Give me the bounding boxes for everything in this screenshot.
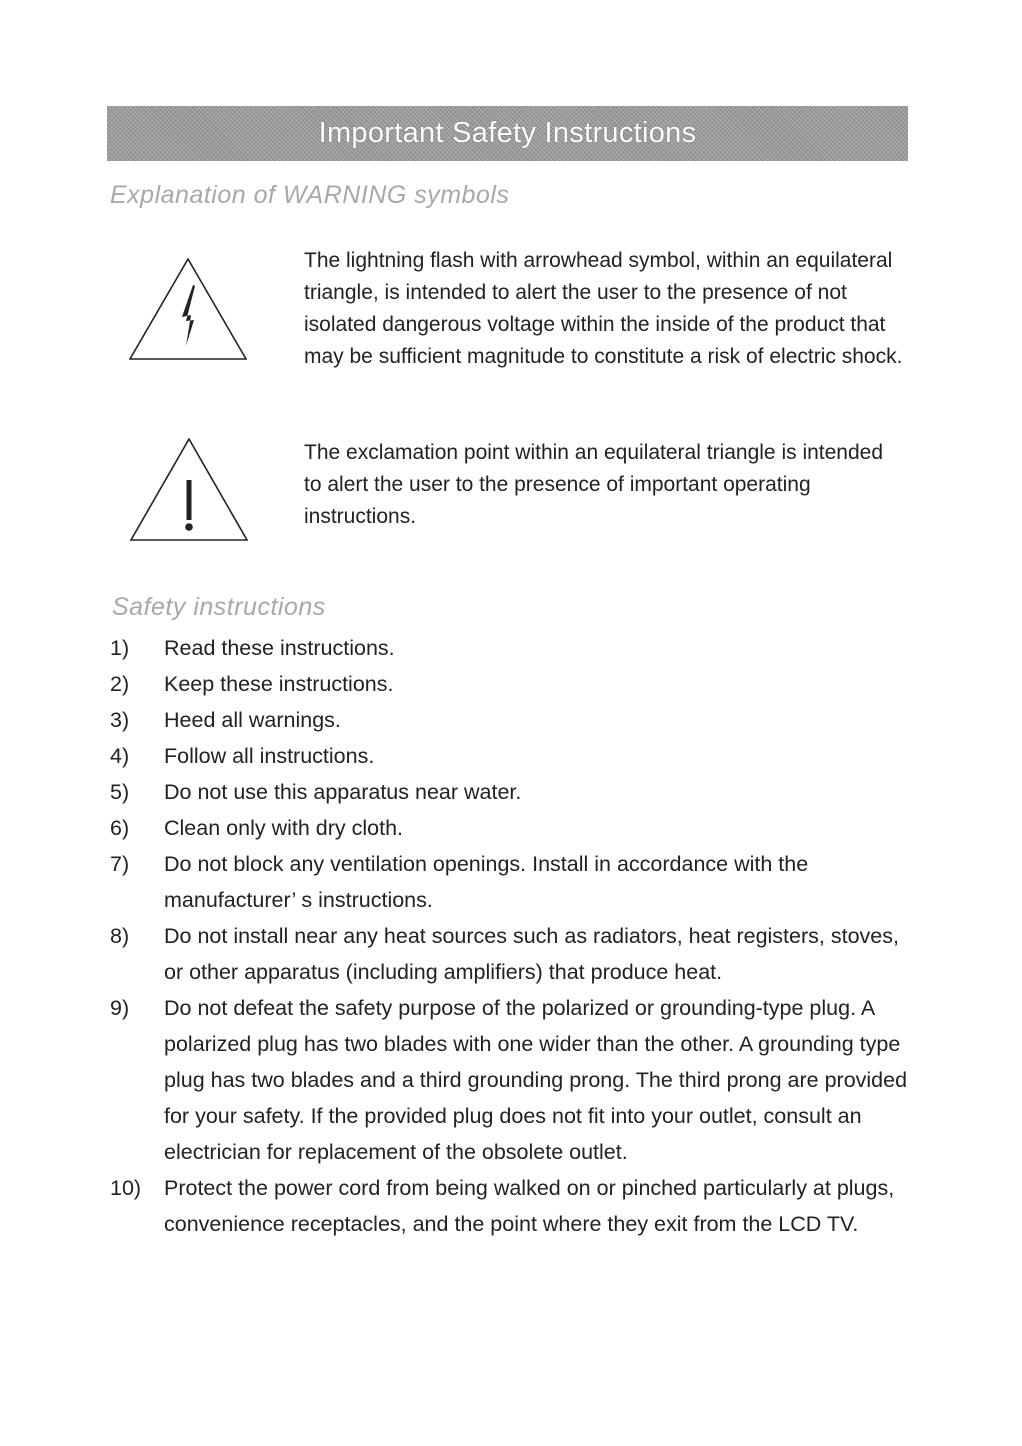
list-item-text: Do not defeat the safety purpose of the polarized or grounding-type plug. A polarized plug has two blades with one wider than the other. A grounding type plug has two blades and a third grounding prong. The third prong are provided for your safety. If the provided plug does not fit into your outlet, consult an electrician for replacement of the obsolete outlet. — [164, 996, 908, 1164]
safety-instructions-list — [110, 630, 920, 1242]
list-item-number: 10) — [110, 1176, 142, 1200]
title-banner — [107, 106, 908, 161]
list-item-text: Do not block any ventilation openings. Install in accordance with the manufacturer’ s instructions. — [164, 852, 809, 912]
warning-symbols-heading: Explanation of WARNING symbols — [110, 181, 510, 209]
list-item-number: 2) — [110, 672, 130, 696]
list-item-text: Follow all instructions. — [164, 744, 375, 768]
safety-instructions-heading: Safety instructions — [112, 593, 326, 621]
list-item-text: Clean only with dry cloth. — [164, 816, 403, 840]
page-title: Important Safety Instructions — [318, 117, 697, 149]
lightning-warning-icon — [129, 258, 247, 360]
list-item-number: 6) — [110, 816, 130, 840]
list-item-number: 4) — [110, 744, 130, 768]
list-item-text: Protect the power cord from being walked on or pinched particularly at plugs, convenience receptacles, and the point where they exit from the LCD TV. — [164, 1176, 895, 1236]
list-item-number: 1) — [110, 636, 130, 660]
list-item — [110, 846, 920, 918]
list-item — [110, 630, 920, 666]
list-item-number: 3) — [110, 708, 130, 732]
list-item-text: Keep these instructions. — [164, 672, 394, 696]
list-item-number: 9) — [110, 996, 130, 1020]
list-item-number: 5) — [110, 780, 130, 804]
list-item-text: Read these instructions. — [164, 636, 395, 660]
list-item-number: 7) — [110, 852, 130, 876]
list-item — [110, 666, 920, 702]
lightning-symbol-description: The lightning flash with arrowhead symbol, within an equilateral triangle, is intended to alert the user to the presence of not isolated dangerous voltage within the inside of the product that may be sufficient magnitude to constitute a risk of electric shock. — [304, 249, 903, 368]
exclamation-symbol-description: The exclamation point within an equilateral triangle is intended to alert the user to the presence of important operating instructions. — [304, 441, 884, 528]
list-item-text: Do not install near any heat sources such as radiators, heat registers, stoves, or other apparatus (including amplifiers) that produce heat. — [164, 924, 899, 984]
exclamation-warning-icon — [130, 438, 248, 541]
list-item — [110, 702, 920, 738]
list-item — [110, 990, 920, 1170]
list-item-text: Heed all warnings. — [164, 708, 341, 732]
list-item — [110, 810, 920, 846]
list-item-number: 8) — [110, 924, 130, 948]
list-item-text: Do not use this apparatus near water. — [164, 780, 522, 804]
list-item — [110, 918, 920, 990]
list-item — [110, 738, 920, 774]
list-item — [110, 1170, 920, 1242]
list-item — [110, 774, 920, 810]
